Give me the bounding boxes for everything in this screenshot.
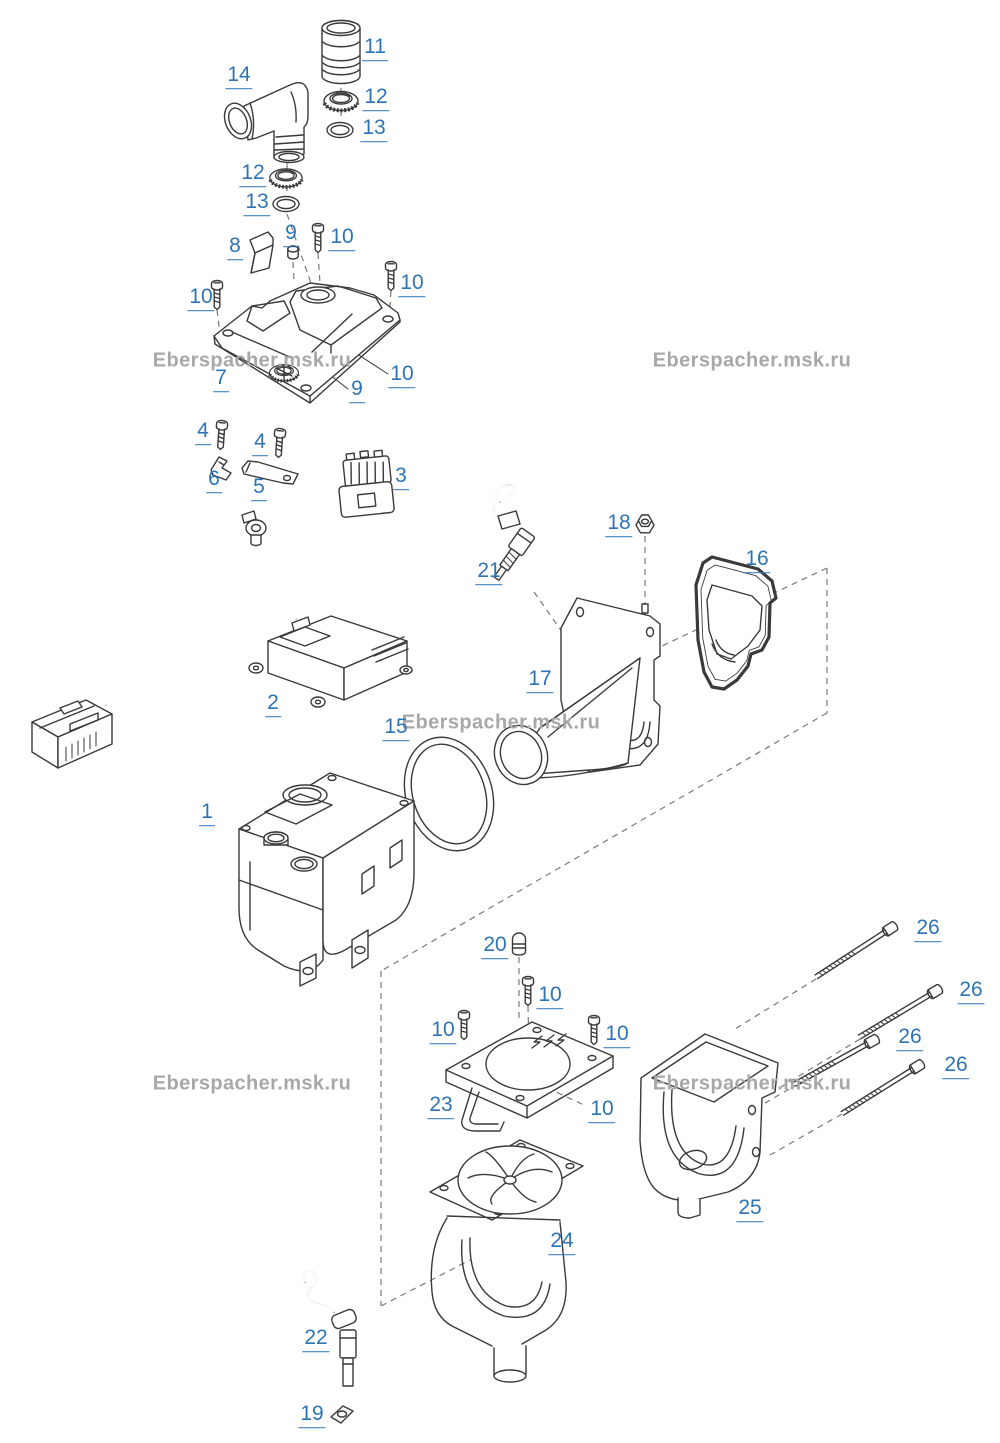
watermark-text-2: Eberspacher.msk.ru bbox=[652, 349, 852, 372]
callout-part-9[interactable]: 9 bbox=[283, 222, 299, 247]
callout-part-18[interactable]: 18 bbox=[605, 512, 632, 537]
callout-part-10[interactable]: 10 bbox=[536, 984, 563, 1009]
callout-part-26[interactable]: 26 bbox=[914, 917, 941, 942]
callout-part-10[interactable]: 10 bbox=[588, 1098, 615, 1123]
callout-part-10[interactable]: 10 bbox=[388, 363, 415, 388]
assembly-dashed-lines bbox=[217, 88, 860, 1306]
callout-part-26[interactable]: 26 bbox=[942, 1054, 969, 1079]
part-17-burner-tube-drawing bbox=[486, 598, 660, 793]
callout-part-4[interactable]: 4 bbox=[252, 431, 268, 456]
callout-part-12[interactable]: 12 bbox=[362, 86, 389, 111]
part-24-blower-housing-drawing bbox=[430, 1140, 583, 1382]
callout-part-26[interactable]: 26 bbox=[896, 1026, 923, 1051]
part-2-control-unit-drawing bbox=[32, 604, 412, 768]
callout-part-5[interactable]: 5 bbox=[251, 476, 267, 501]
part-19-clip-drawing bbox=[331, 1406, 353, 1423]
callout-part-14[interactable]: 14 bbox=[225, 64, 252, 89]
callout-part-22[interactable]: 22 bbox=[302, 1327, 329, 1352]
part-26-bolts-drawing bbox=[792, 921, 943, 1118]
watermark-text-3: Eberspacher.msk.ru bbox=[401, 711, 601, 734]
part-12-ring-a-drawing bbox=[324, 92, 358, 111]
part-11-cap-drawing bbox=[322, 21, 360, 84]
part-7-cover-drawing bbox=[214, 283, 400, 403]
callout-part-10[interactable]: 10 bbox=[187, 286, 214, 311]
part-13-oring-a-drawing bbox=[327, 123, 353, 138]
callout-part-13[interactable]: 13 bbox=[243, 191, 270, 216]
part-12-ring-b-drawing bbox=[270, 169, 302, 187]
callout-part-11[interactable]: 11 bbox=[362, 36, 388, 61]
callout-part-3[interactable]: 3 bbox=[393, 465, 409, 490]
part-4-screw-a-drawing bbox=[215, 420, 228, 450]
callout-part-10[interactable]: 10 bbox=[429, 1019, 456, 1044]
callout-part-10[interactable]: 10 bbox=[398, 272, 425, 297]
callout-part-16[interactable]: 16 bbox=[743, 548, 770, 573]
callout-part-8[interactable]: 8 bbox=[227, 235, 243, 260]
callout-part-15[interactable]: 15 bbox=[382, 716, 409, 741]
callout-part-12[interactable]: 12 bbox=[239, 162, 266, 187]
part-14-elbow-drawing bbox=[219, 83, 308, 163]
callout-part-9[interactable]: 9 bbox=[349, 378, 365, 403]
callout-part-6[interactable]: 6 bbox=[206, 468, 222, 493]
callout-part-4[interactable]: 4 bbox=[195, 420, 211, 445]
watermark-text-1: Eberspacher.msk.ru bbox=[152, 349, 352, 372]
callout-part-19[interactable]: 19 bbox=[298, 1403, 325, 1428]
callout-part-10[interactable]: 10 bbox=[328, 226, 355, 251]
part-1-heat-exchanger-drawing bbox=[239, 773, 414, 986]
callout-part-23[interactable]: 23 bbox=[427, 1094, 454, 1119]
part-4-screw-b-drawing bbox=[273, 428, 286, 458]
callout-part-25[interactable]: 25 bbox=[736, 1197, 763, 1222]
part-8-clip-drawing bbox=[250, 232, 273, 273]
callout-part-10[interactable]: 10 bbox=[603, 1023, 630, 1048]
watermark-text-4: Eberspacher.msk.ru bbox=[152, 1072, 352, 1095]
part-9-plug-a-drawing bbox=[288, 246, 298, 259]
callout-part-21[interactable]: 21 bbox=[475, 560, 502, 585]
watermark-text-5: Eberspacher.msk.ru bbox=[652, 1072, 852, 1095]
part-18-nut-drawing bbox=[636, 515, 654, 533]
callout-part-7[interactable]: 7 bbox=[213, 367, 229, 392]
callout-part-20[interactable]: 20 bbox=[481, 934, 508, 959]
callout-part-1[interactable]: 1 bbox=[199, 801, 215, 826]
part-25-housing-shell-drawing bbox=[640, 1034, 778, 1218]
callout-part-13[interactable]: 13 bbox=[360, 117, 387, 142]
part-16-gasket-drawing bbox=[696, 557, 776, 689]
callout-part-17[interactable]: 17 bbox=[526, 668, 553, 693]
part-13-oring-b-drawing bbox=[273, 197, 299, 212]
callout-part-26[interactable]: 26 bbox=[957, 979, 984, 1004]
callout-part-2[interactable]: 2 bbox=[265, 692, 281, 717]
part-20-plug-drawing bbox=[513, 933, 526, 955]
callout-part-24[interactable]: 24 bbox=[548, 1230, 575, 1255]
